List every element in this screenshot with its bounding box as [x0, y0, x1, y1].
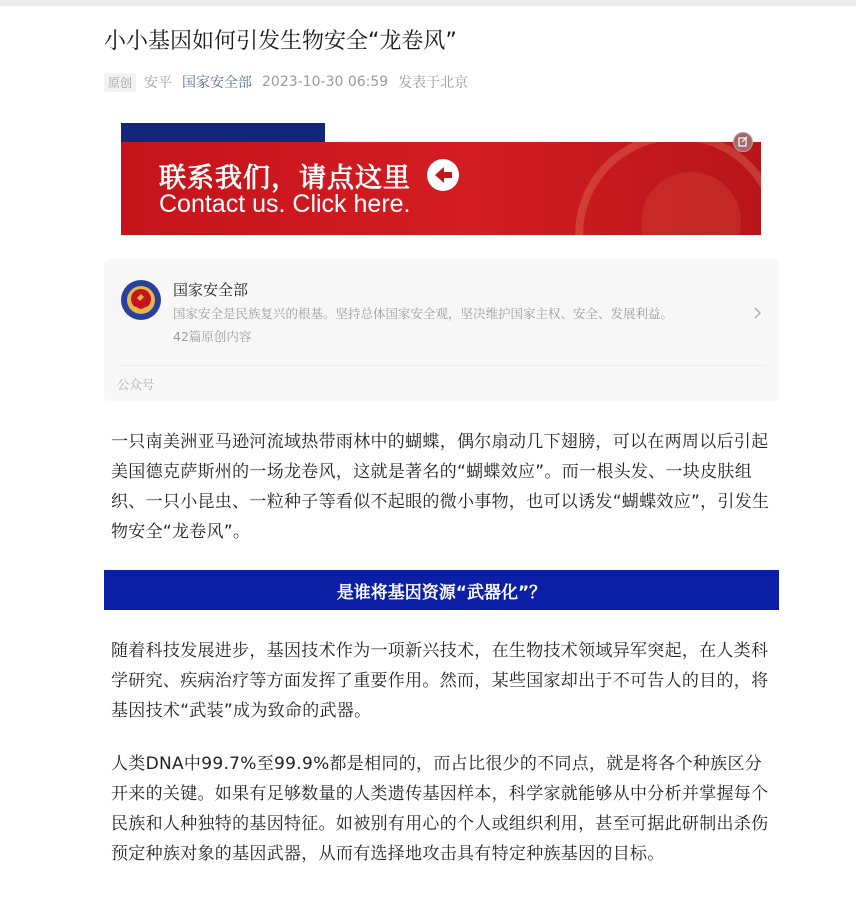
banner-en-text: Contact us. Click here.	[159, 190, 411, 218]
author-name: 安平	[144, 75, 173, 91]
arrow-left-icon	[427, 159, 459, 191]
publish-date: 2023-10-30 06:59	[262, 74, 389, 90]
contact-banner[interactable]	[121, 123, 761, 235]
profile-name: 国家安全部	[173, 281, 249, 299]
card-footer: 公众号	[117, 377, 155, 392]
profile-article-count: 42篇原创内容	[173, 329, 252, 344]
banner-blue-strip	[121, 123, 325, 142]
original-tag: 原创	[104, 73, 136, 92]
article-title: 小小基因如何引发生物安全“龙卷风”	[104, 29, 457, 54]
article-meta	[104, 71, 468, 93]
body-paragraph-2: 随着科技发展进步，基因技术作为一项新兴技术，在生物技术领域异军突起，在人类科学研究、疾病治疗等方面发挥了重要作用。然而，某些国家却出于不可告人的目的，将基因技术“武装”成为致命的武器。	[111, 641, 769, 721]
publish-location: 发表于北京	[398, 75, 469, 91]
banner-red-area	[121, 142, 761, 235]
banner-cn-text: 联系我们，请点这里	[159, 163, 411, 194]
account-link[interactable]: 国家安全部	[182, 75, 253, 91]
share-icon[interactable]	[733, 132, 753, 152]
section-heading: 是谁将基因资源“武器化”？	[104, 570, 779, 610]
card-divider	[117, 365, 766, 366]
chevron-right-icon	[752, 305, 764, 319]
profile-description: 国家安全是民族复兴的根基。坚持总体国家安全观，坚决维护国家主权、安全、发展利益。	[173, 306, 674, 321]
top-bar	[0, 0, 856, 6]
emblem-icon	[121, 280, 161, 320]
profile-card[interactable]	[104, 259, 779, 401]
body-paragraph-3: 人类DNA中99.7%至99.9%都是相同的，而占比很少的不同点，就是将各个种族区分开来的关键。如果有足够数量的人类遗传基因样本，科学家就能够从中分析并掌握每个民族和人种独特的基因特征。如被别有用心的个人或组织利用，甚至可据此研制出杀伤预定种族对象的基因武器，从而有选择地攻击具有特定种族基因的目标。	[111, 754, 769, 864]
body-paragraph-1: 一只南美洲亚马逊河流域热带雨林中的蝴蝶，偶尔扇动几下翅膀，可以在两周以后引起美国德克萨斯州的一场龙卷风，这就是著名的“蝴蝶效应”。而一根头发、一块皮肤组织、一只小昆虫、一粒种子等看似不起眼的微小事物，也可以诱发“蝴蝶效应”，引发生物安全“龙卷风”。	[111, 432, 770, 542]
